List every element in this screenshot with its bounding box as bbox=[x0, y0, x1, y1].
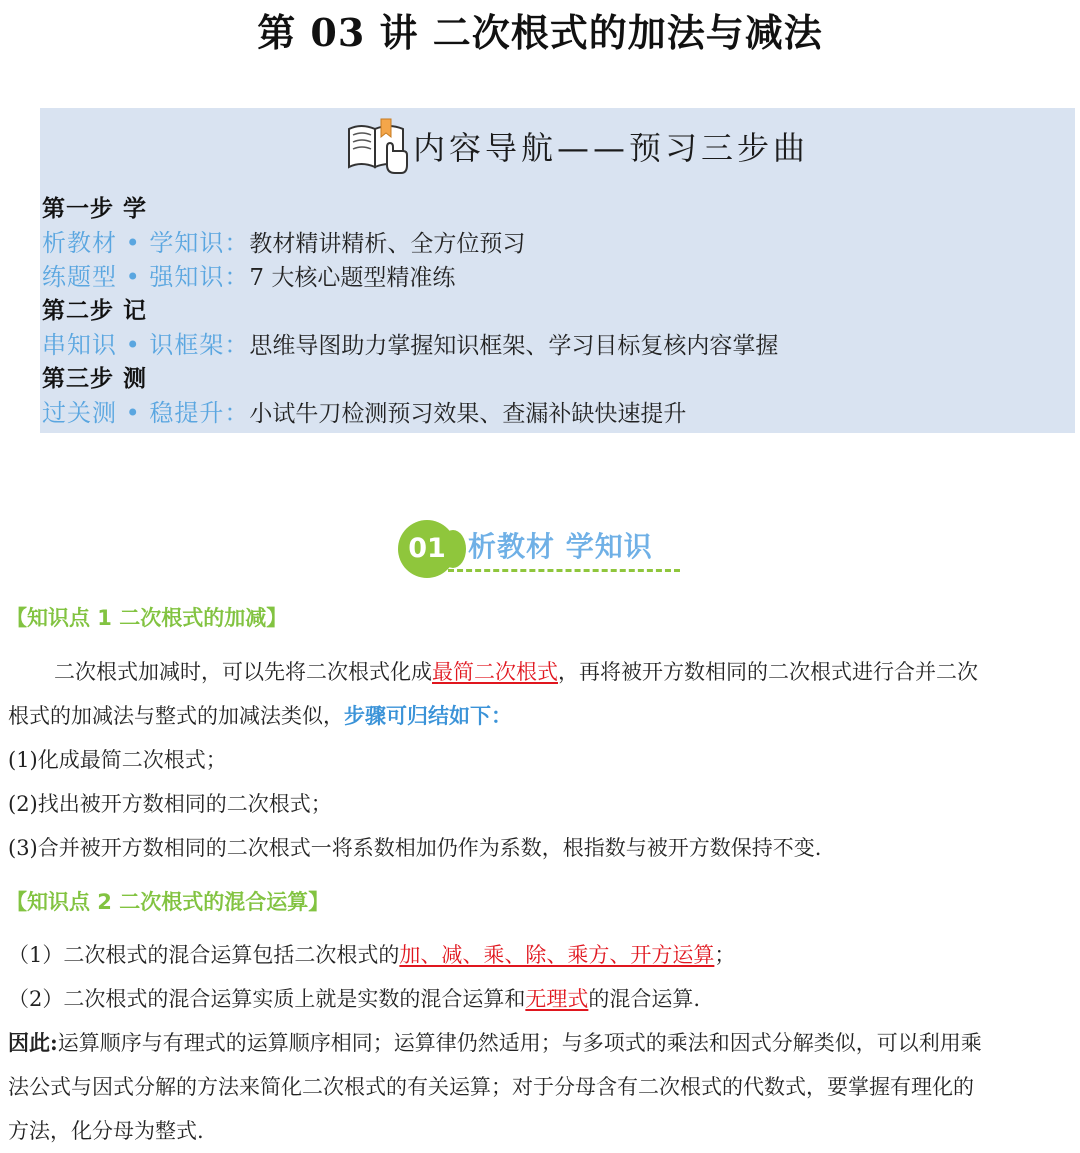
kp2-highlight: 无理式 bbox=[525, 987, 589, 1011]
step-3-label: 第三步 测 bbox=[42, 365, 148, 392]
nav-item-desc: 7 大核心题型精准练 bbox=[249, 265, 456, 291]
nav-item-desc: 小试牛刀检测预习效果、查漏补缺快速提升 bbox=[249, 401, 687, 427]
step-1-label: 第一步 学 bbox=[42, 195, 148, 222]
nav-heading: 内容导航——预习三步曲 bbox=[413, 129, 810, 167]
kp2-highlight: 加、减、乘、除、乘方、开方运算 bbox=[399, 943, 715, 967]
section-dashed-underline bbox=[448, 569, 680, 572]
kp1-steps-lead: 步骤可归结如下： bbox=[344, 703, 512, 728]
kp2-line bbox=[8, 977, 1076, 1021]
kp2-line bbox=[8, 933, 1076, 977]
kp2-line bbox=[8, 1021, 1076, 1065]
nav-steps bbox=[42, 192, 778, 430]
knowledge-point-2-heading: 【知识点 2 二次根式的混合运算】 bbox=[6, 890, 330, 914]
kp1-line bbox=[8, 650, 1076, 694]
content-navigation-box bbox=[40, 108, 1075, 433]
kp1-step-3: (3)合并被开方数相同的二次根式一将系数相加仍作为系数，根指数与被开方数保持不变. bbox=[8, 836, 822, 860]
kp2-p1-a: （1）二次根式的混合运算包括二次根式的 bbox=[8, 943, 400, 967]
kp1-intro-a: 二次根式加减时，可以先将二次根式化成 bbox=[54, 660, 432, 684]
step-2-label: 第二步 记 bbox=[42, 297, 148, 324]
nav-item bbox=[42, 226, 778, 260]
nav-header bbox=[345, 114, 809, 178]
section-title: 析教材 学知识 bbox=[468, 530, 653, 563]
nav-item-desc: 教材精讲精析、全方位预习 bbox=[249, 231, 526, 257]
nav-item bbox=[42, 396, 778, 430]
nav-item-key: 析教材 • 学知识： bbox=[42, 229, 250, 257]
kp2-p2-a: （2）二次根式的混合运算实质上就是实数的混合运算和 bbox=[8, 987, 526, 1011]
kp2-p1-b: ； bbox=[714, 943, 736, 967]
kp2-p2-b: 的混合运算. bbox=[588, 987, 701, 1011]
kp1-step-2: (2)找出被开方数相同的二次根式； bbox=[8, 792, 332, 816]
kp2-line: 方法，化分母为整式. bbox=[8, 1119, 204, 1143]
nav-item-key: 过关测 • 稳提升： bbox=[42, 399, 250, 427]
kp1-line bbox=[8, 694, 1076, 738]
nav-item-key: 练题型 • 强知识： bbox=[42, 263, 250, 291]
knowledge-point-2-body bbox=[8, 933, 1076, 1153]
nav-item bbox=[42, 260, 778, 294]
knowledge-point-1-heading: 【知识点 1 二次根式的加减】 bbox=[6, 606, 288, 630]
kp1-intro-b: ，再将被开方数相同的二次根式进行合并二次 bbox=[558, 660, 978, 684]
kp1-highlight: 最简二次根式 bbox=[432, 660, 558, 684]
book-pointer-icon bbox=[345, 115, 411, 177]
section-badge bbox=[396, 515, 696, 585]
section-number: 01 bbox=[398, 520, 456, 578]
kp1-intro-c: 根式的加减法与整式的加减法类似， bbox=[8, 704, 344, 728]
knowledge-point-1-body bbox=[8, 650, 1076, 870]
nav-item-key: 串知识 • 识框架： bbox=[42, 331, 250, 359]
nav-item bbox=[42, 328, 778, 362]
nav-item-desc: 思维导图助力掌握知识框架、学习目标复核内容掌握 bbox=[249, 333, 779, 359]
kp1-step-1: (1)化成最简二次根式； bbox=[8, 748, 227, 772]
page-title: 第 03 讲 二次根式的加法与减法 bbox=[257, 10, 823, 55]
kp2-therefore: 因此: bbox=[8, 1030, 58, 1055]
kp2-p3-a: 运算顺序与有理式的运算顺序相同；运算律仍然适用；与多项式的乘法和因式分解类似，可以利用乘 bbox=[57, 1031, 982, 1055]
kp2-line: 法公式与因式分解的方法来简化二次根式的有关运算；对于分母含有二次根式的代数式，要掌握有理化的 bbox=[8, 1075, 974, 1099]
